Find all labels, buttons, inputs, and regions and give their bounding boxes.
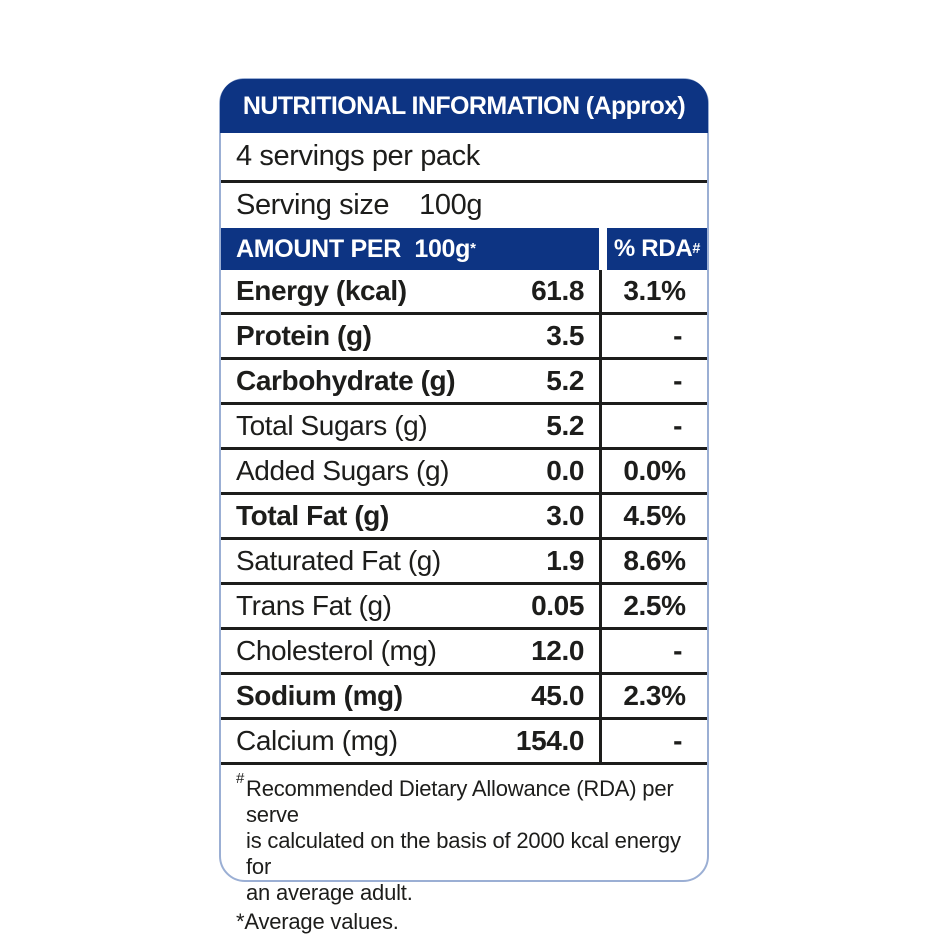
footnotes bbox=[221, 765, 707, 935]
nutrient-rda-value: 0.0% bbox=[623, 455, 686, 486]
nutrient-amount-cell bbox=[221, 405, 602, 447]
table-row bbox=[221, 540, 707, 585]
table-row bbox=[221, 405, 707, 450]
nutrient-amount-value: 3.5 bbox=[546, 320, 584, 351]
rda-footnote-line-1: # Recommended Dietary Allowance (RDA) per serve bbox=[236, 770, 674, 827]
nutrient-rda-value: 2.5% bbox=[623, 590, 686, 621]
nutrient-label: Protein (g) bbox=[236, 320, 372, 351]
nutrient-amount-cell bbox=[221, 450, 602, 492]
nutrient-rda-value: 3.1% bbox=[623, 275, 686, 306]
nutrient-rda-value: - bbox=[673, 410, 682, 441]
servings-per-pack-row bbox=[221, 133, 707, 183]
nutrient-amount-cell bbox=[221, 720, 602, 762]
nutrient-rda-value: 2.3% bbox=[623, 680, 686, 711]
nutrient-amount-cell bbox=[221, 315, 602, 357]
nutrient-rda-value: - bbox=[673, 320, 682, 351]
nutrient-amount-value: 3.0 bbox=[546, 500, 584, 531]
nutrient-amount-value: 1.9 bbox=[546, 545, 584, 576]
nutrition-label-title-text: NUTRITIONAL INFORMATION (Approx) bbox=[242, 91, 686, 120]
nutrient-amount-cell bbox=[221, 630, 602, 672]
table-row bbox=[221, 675, 707, 720]
rda-footnote-line-2: is calculated on the basis of 2000 kcal energy for bbox=[246, 828, 681, 879]
table-row bbox=[221, 630, 707, 675]
nutrient-label: Total Fat (g) bbox=[236, 500, 389, 531]
nutrient-label: Added Sugars (g) bbox=[236, 455, 450, 486]
nutrient-rda-value: - bbox=[673, 635, 682, 666]
nutrient-rda-value: 4.5% bbox=[623, 500, 686, 531]
nutrient-amount-value: 5.2 bbox=[546, 365, 584, 396]
nutrient-label: Energy (kcal) bbox=[236, 275, 407, 306]
nutrient-label: Calcium (mg) bbox=[236, 725, 398, 756]
nutrient-amount-value: 0.0 bbox=[546, 455, 584, 486]
table-row bbox=[221, 495, 707, 540]
nutrient-amount-cell bbox=[221, 495, 602, 537]
table-row bbox=[221, 450, 707, 495]
nutrient-amount-cell bbox=[221, 270, 602, 312]
nutrient-label: Cholesterol (mg) bbox=[236, 635, 437, 666]
nutrient-label: Total Sugars (g) bbox=[236, 410, 428, 441]
nutrient-rda-value: - bbox=[673, 725, 682, 756]
nutrient-label: Sodium (mg) bbox=[236, 680, 403, 711]
nutrient-rows bbox=[221, 270, 707, 765]
nutrient-amount-cell bbox=[221, 675, 602, 717]
column-header-gap bbox=[599, 228, 607, 270]
rda-header-text: % RDA bbox=[613, 235, 693, 262]
rda-footnote-text-1: Recommended Dietary Allowance (RDA) per serve bbox=[246, 776, 674, 827]
nutrient-amount-value: 12.0 bbox=[531, 635, 584, 666]
nutrient-amount-value: 0.05 bbox=[531, 590, 584, 621]
nutrient-amount-value: 154.0 bbox=[515, 725, 584, 756]
nutrient-label: Carbohydrate (g) bbox=[236, 365, 456, 396]
nutrient-label: Trans Fat (g) bbox=[236, 590, 392, 621]
nutrient-amount-value: 45.0 bbox=[531, 680, 584, 711]
table-row bbox=[221, 315, 707, 360]
table-row bbox=[221, 270, 707, 315]
table-row bbox=[221, 585, 707, 630]
amount-per-column-header: AMOUNT PER 100g * bbox=[221, 228, 599, 270]
nutrient-amount-cell bbox=[221, 360, 602, 402]
nutrition-label-title bbox=[220, 79, 708, 133]
serving-size-row bbox=[221, 183, 707, 228]
servings-per-pack-text: 4 servings per pack bbox=[236, 140, 480, 172]
table-column-header-row bbox=[221, 228, 707, 270]
nutrient-amount-cell bbox=[221, 540, 602, 582]
table-row bbox=[221, 360, 707, 405]
nutrient-label: Saturated Fat (g) bbox=[236, 545, 441, 576]
nutrient-amount-cell bbox=[221, 585, 602, 627]
nutrition-label bbox=[219, 78, 709, 934]
serving-size-value: 100g bbox=[419, 189, 483, 221]
nutrient-amount-value: 5.2 bbox=[546, 410, 584, 441]
serving-size-label: Serving size bbox=[236, 189, 390, 221]
rda-footnote-line-3: an average adult. bbox=[246, 880, 413, 905]
rda-column-header: % RDA # bbox=[607, 228, 707, 270]
amount-per-header-text: AMOUNT PER 100g bbox=[236, 234, 471, 263]
average-values-footnote: *Average values. bbox=[236, 909, 399, 934]
table-row bbox=[221, 720, 707, 765]
nutrient-rda-value: - bbox=[673, 365, 682, 396]
nutrient-amount-value: 61.8 bbox=[531, 275, 584, 306]
nutrient-rda-value: 8.6% bbox=[623, 545, 686, 576]
